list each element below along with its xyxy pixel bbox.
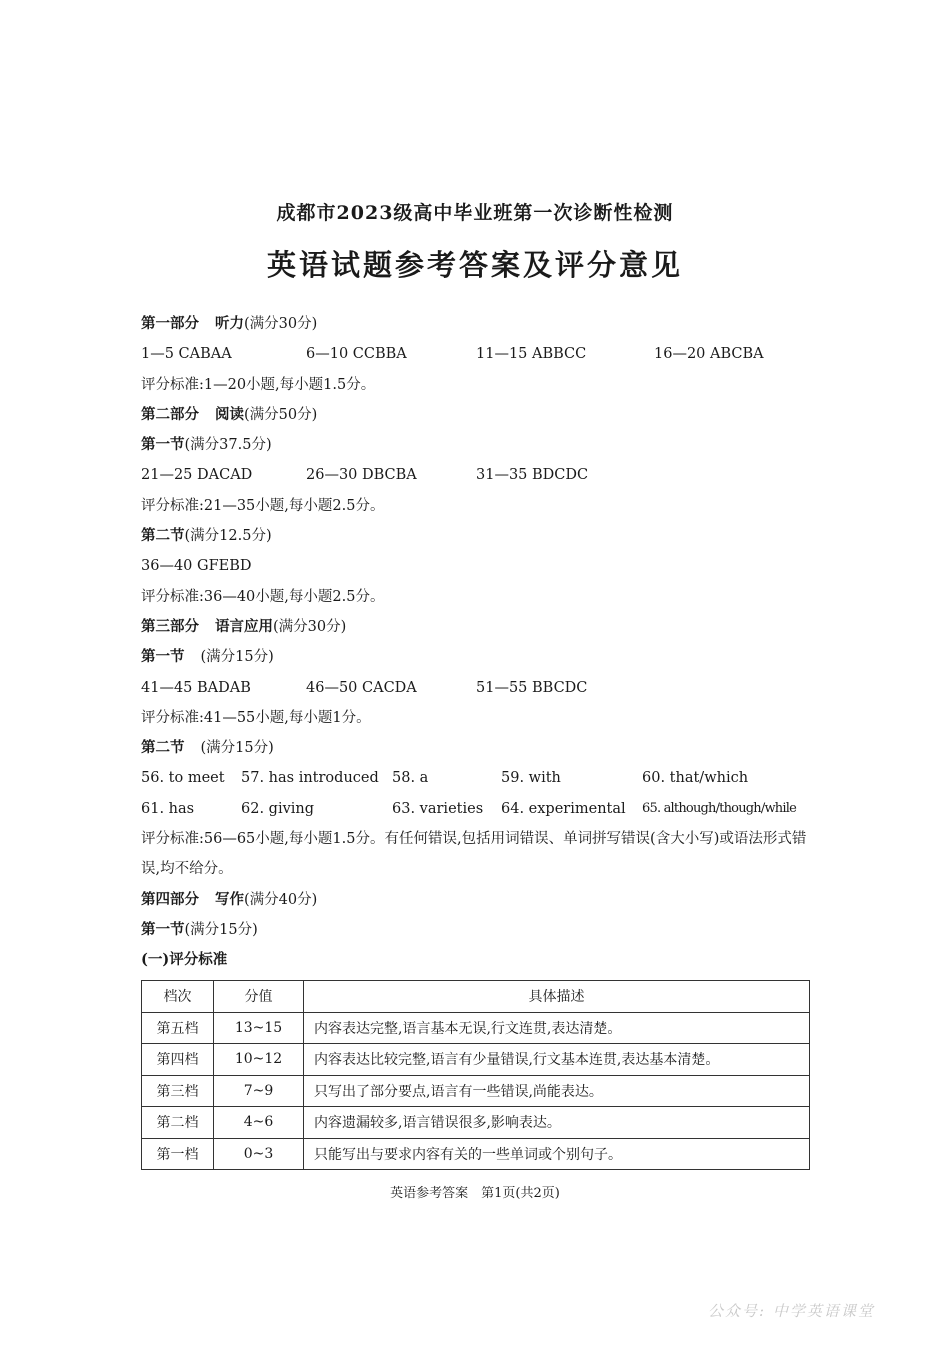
level-cell: 第三档 (142, 1075, 214, 1107)
grading-table (141, 980, 810, 1170)
column-header-description: 具体描述 (304, 981, 810, 1013)
answer-content (141, 309, 811, 976)
part2-section1-criteria: 评分标准:21—35小题,每小题2.5分。 (141, 497, 385, 514)
answer-item: 58. a (392, 770, 429, 787)
description-cell: 内容表达比较完整,语言有少量错误,行文基本连贯,表达基本清楚。 (304, 1044, 810, 1076)
answer-item: 61. has (141, 800, 195, 817)
description-cell: 只能写出与要求内容有关的一些单词或个别句子。 (304, 1138, 810, 1170)
answer-item: 63. varieties (392, 800, 484, 817)
table-row (142, 1075, 810, 1107)
watermark: 公众号: 中学英语课堂 (708, 1302, 875, 1320)
score-cell: 10~12 (214, 1044, 304, 1076)
part3-section2-heading: 第二节 (满分15分) (141, 739, 274, 757)
score-cell: 4~6 (214, 1107, 304, 1139)
table-row (142, 1012, 810, 1044)
part4-section1-heading: 第一节(满分15分) (141, 920, 258, 938)
answer-group: 1—5 CABAA (141, 346, 232, 363)
part1-criteria: 评分标准:1—20小题,每小题1.5分。 (141, 376, 376, 393)
part4-heading: 第四部分 写作(满分40分) (141, 890, 318, 908)
part3-section1-criteria: 评分标准:41—55小题,每小题1分。 (141, 709, 371, 726)
level-cell: 第四档 (142, 1044, 214, 1076)
description-cell: 内容遗漏较多,语言错误很多,影响表达。 (304, 1107, 810, 1139)
part3-section2-answers-row1 (141, 763, 811, 793)
answer-item: 57. has introduced (241, 770, 379, 787)
answer-group: 6—10 CCBBA (306, 346, 407, 363)
part3-section2-answers-row2 (141, 794, 811, 824)
answer-group: 41—45 BADAB (141, 679, 251, 696)
answer-group: 31—35 BDCDC (476, 467, 589, 484)
answer-group: 16—20 ABCBA (654, 346, 764, 363)
part2-section2-answers (141, 551, 811, 581)
document-title: 英语试题参考答案及评分意见 (266, 248, 683, 282)
part2-section2-heading: 第二节(满分12.5分) (141, 527, 272, 545)
answer-item: 60. that/which (642, 770, 749, 787)
score-cell: 0~3 (214, 1138, 304, 1170)
score-cell: 13~15 (214, 1012, 304, 1044)
exam-title: 成都市2023级高中毕业班第一次诊断性检测 (276, 202, 674, 224)
answer-item: 62. giving (241, 800, 315, 817)
level-cell: 第二档 (142, 1107, 214, 1139)
table-header-row (142, 981, 810, 1013)
answer-item: 64. experimental (501, 800, 626, 817)
part1-answers (141, 339, 811, 369)
description-cell: 内容表达完整,语言基本无误,行文连贯,表达清楚。 (304, 1012, 810, 1044)
part2-heading: 第二部分 阅读(满分50分) (141, 405, 318, 423)
column-header-score: 分值 (214, 981, 304, 1013)
answer-item: 59. with (501, 770, 561, 787)
answer-item: 56. to meet (141, 770, 225, 787)
part1-heading: 第一部分 听力(满分30分) (141, 315, 318, 332)
page-footer: 英语参考答案 第1页(共2页) (390, 1186, 560, 1201)
answer-group: 46—50 CACDA (306, 679, 417, 696)
part3-heading: 第三部分 语言应用(满分30分) (141, 617, 347, 635)
level-cell: 第五档 (142, 1012, 214, 1044)
table-row (142, 1107, 810, 1139)
part2-section2-criteria: 评分标准:36—40小题,每小题2.5分。 (141, 588, 385, 605)
answer-group: 21—25 DACAD (141, 467, 253, 484)
table-row (142, 1044, 810, 1076)
part2-section1-answers (141, 460, 811, 490)
answer-item: 65. although/though/while (642, 800, 796, 816)
part2-section1-heading: 第一节(满分37.5分) (141, 436, 272, 454)
part4-criteria-title: (一)评分标准 (141, 951, 228, 969)
column-header-level: 档次 (142, 981, 214, 1013)
answer-group: 51—55 BBCDC (476, 679, 588, 696)
part3-section2-criteria: 评分标准:56—65小题,每小题1.5分。有任何错误,包括用词错误、单词拼写错误(含大小写)或语法形式错误,均不给分。 (141, 831, 807, 878)
answer-group: 36—40 GFEBD (141, 558, 252, 575)
score-cell: 7~9 (214, 1075, 304, 1107)
answer-group: 11—15 ABBCC (476, 346, 587, 363)
part3-section1-answers (141, 673, 811, 703)
table-row (142, 1138, 810, 1170)
level-cell: 第一档 (142, 1138, 214, 1170)
description-cell: 只写出了部分要点,语言有一些错误,尚能表达。 (304, 1075, 810, 1107)
answer-group: 26—30 DBCBA (306, 467, 417, 484)
part3-section1-heading: 第一节 (满分15分) (141, 648, 274, 666)
